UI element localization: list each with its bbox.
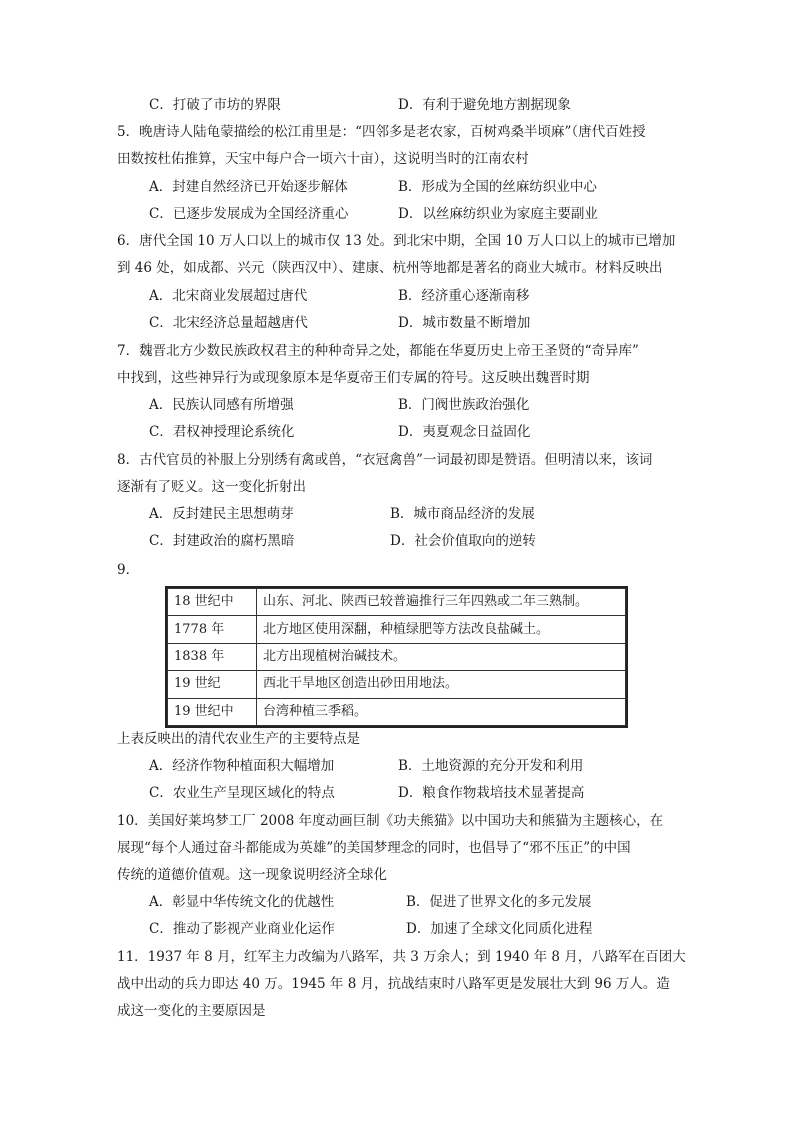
q8-option-a: A．反封建民主思想萌芽 [149, 506, 294, 522]
q8-option-b: B．城市商品经济的发展 [390, 506, 535, 522]
q9-stem: 上表反映出的清代农业生产的主要特点是 [117, 731, 360, 747]
q6-option-a: A．北宋商业发展超过唐代 [149, 288, 308, 304]
q4-option-d: D．有利于避免地方割据现象 [398, 97, 571, 113]
q5-option-c: C．已逐步发展成为全国经济重心 [149, 206, 349, 222]
q9-option-a: A．经济作物种植面积大幅增加 [149, 758, 335, 774]
q10-option-a: A．彰显中华传统文化的优越性 [149, 894, 335, 910]
q7-stem-line1: 7．魏晋北方少数民族政权君主的种种奇异之处，都能在华夏历史上帝王圣贤的“奇异库” [117, 343, 639, 359]
q10-option-b: B．促进了世界文化的多元发展 [406, 894, 592, 910]
table-cell-period: 19 世纪中 [168, 698, 257, 725]
q10-stem-line2: 展现“每个人通过奋斗都能成为英雄”的美国梦理念的同时，也倡导了“邪不压正”的中国 [117, 840, 631, 856]
table-cell-event: 西北干旱地区创造出砂田用地法。 [257, 671, 626, 698]
table-cell-event: 北方地区使用深翻，种植绿肥等方法改良盐碱土。 [257, 616, 626, 643]
q6-stem-line1: 6．唐代全国 10 万人口以上的城市仅 13 处。到北宋中期，全国 10 万人口以上的城市已增加 [117, 233, 676, 249]
q9-number: 9． [117, 562, 140, 578]
q7-option-a: A．民族认同感有所增强 [149, 397, 294, 413]
table-row [168, 589, 626, 616]
q6-option-d: D．城市数量不断增加 [398, 315, 531, 331]
q11-stem-line3: 成这一变化的主要原因是 [117, 1003, 266, 1019]
q9-option-b: B．土地资源的充分开发和利用 [398, 758, 584, 774]
table-cell-event: 山东、河北、陕西已较普遍推行三年四熟或二年三熟制。 [257, 589, 626, 616]
q7-option-b: B．门阀世族政治强化 [398, 397, 530, 413]
table-cell-event: 台湾种植三季稻。 [257, 698, 626, 725]
q8-stem-line1: 8．古代官员的补服上分别绣有禽或兽，“衣冠禽兽”一词最初即是赞语。但明清以来，该词 [117, 452, 653, 468]
q7-option-d: D．夷夏观念日益固化 [398, 424, 531, 440]
q10-stem-line3: 传统的道德价值观。这一现象说明经济全球化 [117, 867, 387, 883]
q8-option-d: D．社会价值取向的逆转 [390, 533, 536, 549]
q5-option-b: B．形成为全国的丝麻纺织业中心 [398, 179, 597, 195]
q5-stem-line1: 5．晚唐诗人陆龟蒙描绘的松江甫里是：“四邻多是老农家，百树鸡桑半顷麻”（唐代百姓授 [117, 124, 646, 140]
q4-option-c: C．打破了市坊的界限 [149, 97, 281, 113]
table-row [168, 698, 626, 725]
q10-option-d: D．加速了全球文化同质化进程 [406, 921, 593, 937]
q11-stem-line1: 11．1937 年 8 月，红军主力改编为八路军，共 3 万余人；到 1940 年 8 月，八路军在百团大 [117, 949, 686, 965]
q7-option-c: C．君权神授理论系统化 [149, 424, 295, 440]
q5-stem-line2: 田数按杜佑推算，天宝中每户合一顷六十亩），这说明当时的江南农村 [117, 151, 529, 167]
q7-stem-line2: 中找到，这些神异行为或现象原本是华夏帝王们专属的符号。这反映出魏晋时期 [117, 370, 590, 386]
q5-option-a: A．封建自然经济已开始逐步解体 [149, 179, 348, 195]
q9-option-c: C．农业生产呈现区域化的特点 [149, 785, 335, 801]
q9-option-d: D．粮食作物栽培技术显著提高 [398, 785, 585, 801]
table-cell-event: 北方出现植树治碱技术。 [257, 643, 626, 670]
table-row [168, 671, 626, 698]
q9-agriculture-table [165, 586, 628, 728]
table-cell-period: 19 世纪 [168, 671, 257, 698]
q8-option-c: C．封建政治的腐朽黑暗 [149, 533, 295, 549]
q10-option-c: C．推动了影视产业商业化运作 [149, 921, 335, 937]
q10-stem-line1: 10．美国好莱坞梦工厂 2008 年度动画巨制《功夫熊猫》以中国功夫和熊猫为主题核心，在 [117, 813, 664, 829]
table-row [168, 616, 626, 643]
q6-option-c: C．北宋经济总量超越唐代 [149, 315, 308, 331]
q6-stem-line2: 到 46 处，如成都、兴元（陕西汉中）、建康、杭州等地都是著名的商业大城市。材料反映出 [117, 260, 663, 276]
q11-stem-line2: 战中出动的兵力即达 40 万。1945 年 8 月，抗战结束时八路军更是发展壮大到 96 万人。造 [117, 976, 670, 992]
q5-option-d: D．以丝麻纺织业为家庭主要副业 [398, 206, 598, 222]
table-cell-period: 1838 年 [168, 643, 257, 670]
q6-option-b: B．经济重心逐渐南移 [398, 288, 530, 304]
table-cell-period: 1778 年 [168, 616, 257, 643]
q8-stem-line2: 逐渐有了贬义。这一变化折射出 [117, 479, 306, 495]
table-cell-period: 18 世纪中 [168, 589, 257, 616]
table-row [168, 643, 626, 670]
